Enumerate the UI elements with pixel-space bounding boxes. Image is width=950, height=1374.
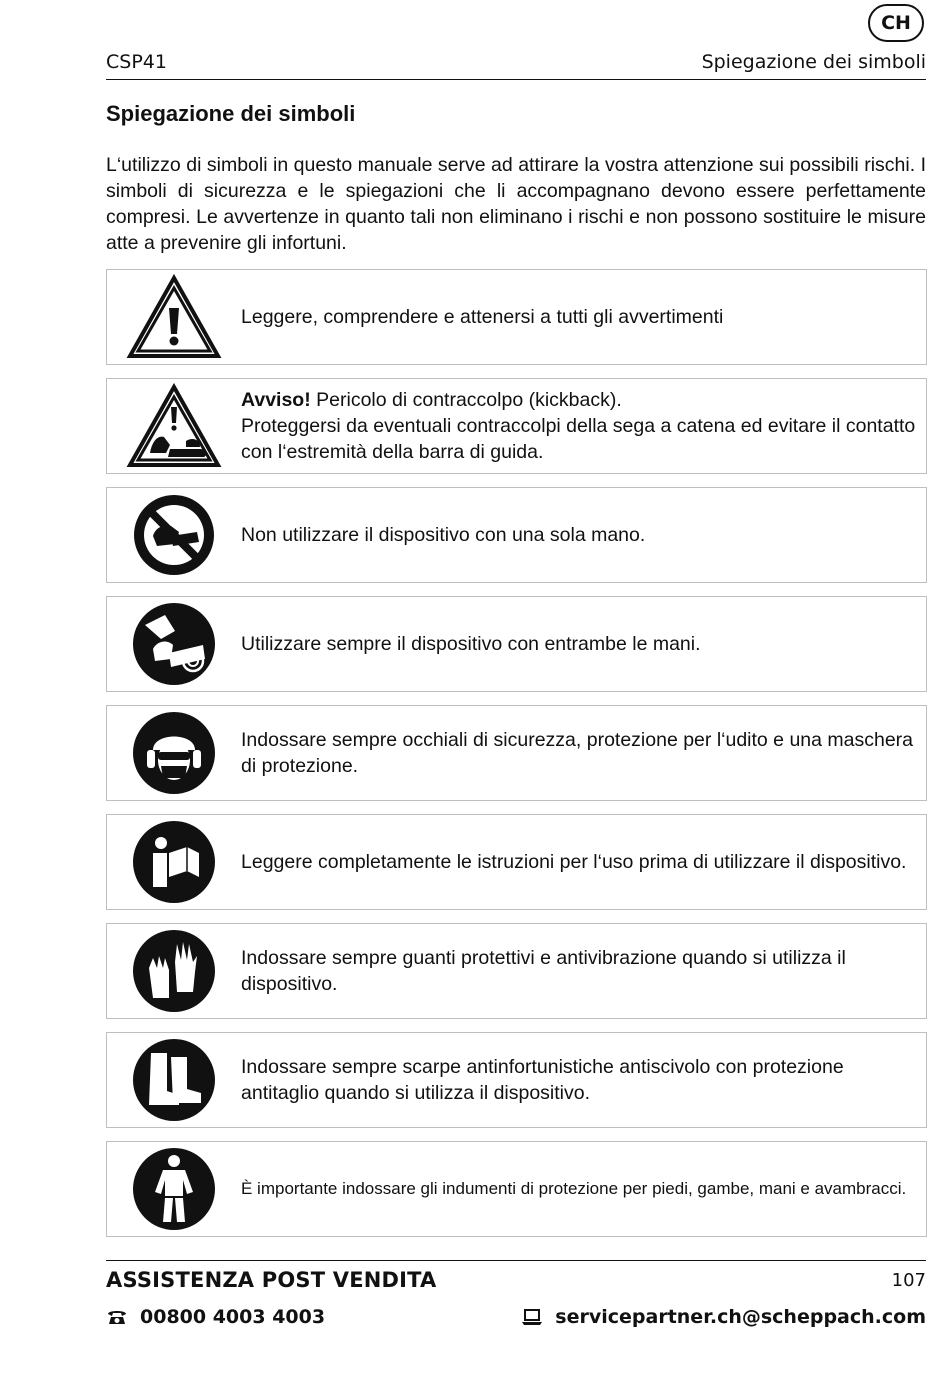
kickback-description: Proteggersi da eventuali contraccolpi della sega a catena ed evitare il contatto con l‘estremità della barra di guida. <box>241 415 916 463</box>
symbol-row-no-one-hand <box>106 487 927 583</box>
symbol-text: Leggere completamente le istruzioni per l‘uso prima di utilizzare il dispositivo. <box>241 851 907 873</box>
symbol-row-protective-clothing <box>106 1141 927 1237</box>
read-manual-icon <box>107 819 241 905</box>
head-protection-icon <box>107 710 241 796</box>
symbol-row-read-warnings <box>106 269 927 365</box>
email-address: servicepartner.ch@scheppach.com <box>555 1306 926 1328</box>
phone-icon <box>106 1308 128 1326</box>
intro-paragraph: L‘utilizzo di simboli in questo manuale serve ad attirare la vostra attenzione sui possibili rischi. I simboli di sicurezza e le spiegazioni che li accompagnano devono essere perfettamente compresi. Le avvertenze in quanto tali non eliminano i rischi e non possono sostituire le misure atte a prevenire gli infortuni. <box>106 154 926 254</box>
footer-title: ASSISTENZA POST VENDITA <box>106 1268 437 1292</box>
symbol-text: Indossare sempre guanti protettivi e antivibrazione quando si utilizza il dispositivo. <box>241 947 846 995</box>
warning-triangle-icon <box>107 274 241 360</box>
no-one-hand-icon <box>107 492 241 578</box>
symbol-text: Leggere, comprendere e attenersi a tutti gli avvertimenti <box>241 306 724 328</box>
footer-phone[interactable] <box>106 1306 325 1328</box>
header-model: CSP41 <box>106 51 167 73</box>
country-badge <box>868 4 924 42</box>
symbol-row-gloves <box>106 923 927 1019</box>
symbol-text: Indossare sempre scarpe antinfortunistiche antiscivolo con protezione antitaglio quando si utilizza il dispositivo. <box>241 1056 844 1104</box>
symbol-list <box>106 269 927 1250</box>
protective-clothing-icon <box>107 1146 241 1232</box>
kickback-warning-icon <box>107 383 241 469</box>
symbol-text: Indossare sempre occhiali di sicurezza, protezione per l‘udito e una maschera di protezione. <box>241 729 914 777</box>
symbol-text: Utilizzare sempre il dispositivo con entrambe le mani. <box>241 633 701 655</box>
footer-divider <box>106 1260 926 1261</box>
symbol-text: Non utilizzare il dispositivo con una sola mano. <box>241 524 646 546</box>
symbol-row-two-hands <box>106 596 927 692</box>
phone-number: 00800 4003 4003 <box>140 1306 326 1328</box>
symbol-text <box>241 387 926 465</box>
section-title: Spiegazione dei simboli <box>106 101 356 126</box>
footer-email[interactable] <box>521 1306 926 1328</box>
gloves-icon <box>107 928 241 1014</box>
header-divider <box>106 79 926 80</box>
country-code: CH <box>881 12 911 34</box>
symbol-row-read-manual <box>106 814 927 910</box>
header-section: Spiegazione dei simboli <box>701 51 926 73</box>
warning-label: Avviso! <box>241 389 311 411</box>
symbol-row-head-protection <box>106 705 927 801</box>
symbol-text: È importante indossare gli indumenti di protezione per piedi, gambe, mani e avambracci. <box>241 1179 907 1198</box>
symbol-row-safety-boots <box>106 1032 927 1128</box>
safety-boots-icon <box>107 1037 241 1123</box>
symbol-row-kickback <box>106 378 927 474</box>
page-number: 107 <box>891 1270 926 1291</box>
laptop-icon <box>521 1308 543 1326</box>
two-hands-icon <box>107 601 241 687</box>
kickback-title: Pericolo di contraccolpo (kickback). <box>310 389 622 411</box>
